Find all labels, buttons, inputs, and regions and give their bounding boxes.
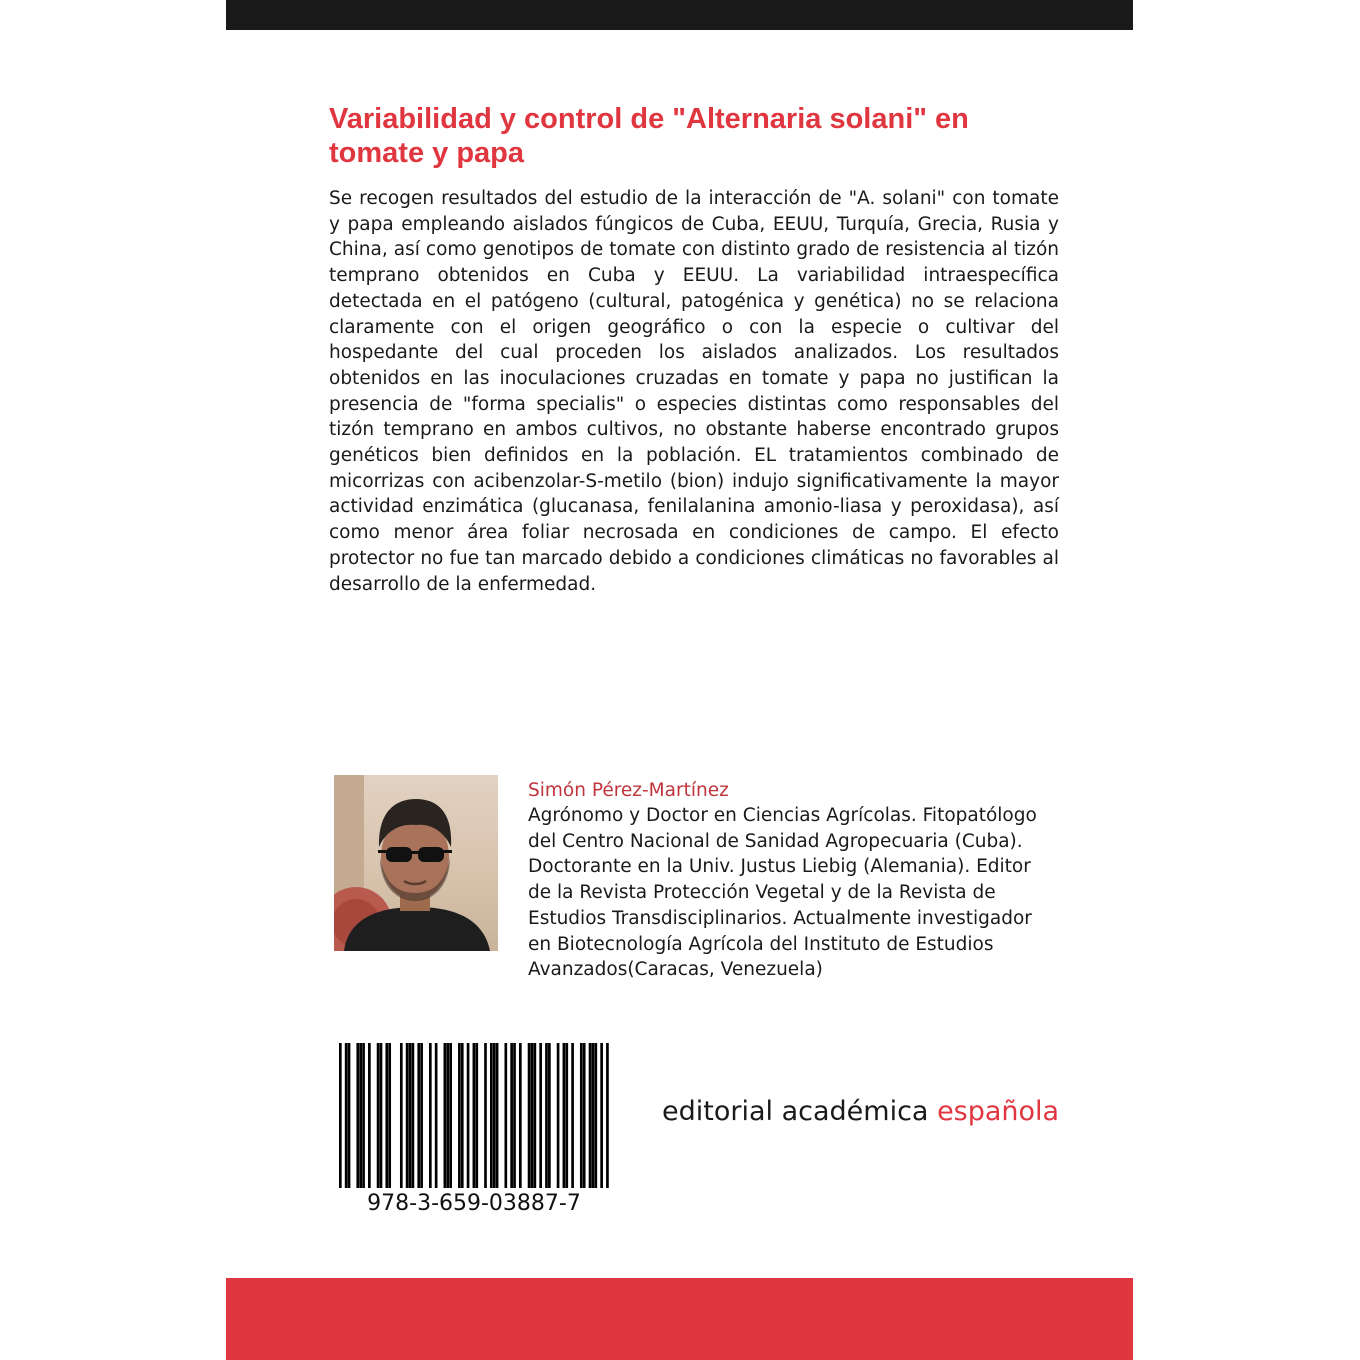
isbn-number: 978-3-659-03887-7	[367, 1191, 581, 1216]
book-back-cover	[226, 0, 1133, 1360]
publisher-name: editorial académica	[662, 1096, 929, 1127]
publisher-logo	[662, 1094, 1059, 1130]
top-band	[226, 0, 1133, 30]
bottom-band	[226, 1278, 1133, 1360]
publisher-name-accent: española	[937, 1096, 1060, 1127]
author-bio: Agrónomo y Doctor en Ciencias Agrícolas. Fitopatólogo del Centro Nacional de Sanidad Agropecuaria (Cuba). Doctorante en la Univ. Justus Liebig (Alemania). Editor de la Revista Protección Vegetal y de la Revista de Estudios Transdisciplinarios. Actualmente investigador en Biotecnología Agrícola del Instituto de Estudios Avanzados(Caracas, Venezuela)	[528, 805, 1037, 981]
book-title: Variabilidad y control de "Alternaria solani" en tomate y papa	[329, 103, 969, 169]
book-abstract: Se recogen resultados del estudio de la interacción de "A. solani" con tomate y papa empleando aislados fúngicos de Cuba, EEUU, Turquía, Grecia, Rusia y China, así como genotipos de tomate con distinto grado de resistencia al tizón temprano obtenidos en Cuba y EEUU. La variabilidad intraespecífica detectada en el patógeno (cultural, patogénica y genética) no se relaciona claramente con el origen geográfico o con la especie o cultivar del hospedante del cual proceden los aislados analizados. Los resultados obtenidos en las inoculaciones cruzadas en tomate y papa no justifican la presencia de "forma specialis" o especies distintas como responsables del tizón temprano en ambos cultivos, no obstante haberse encontrado grupos genéticos bien definidos en la población. EL tratamientos combinado de micorrizas con acibenzolar-S-metilo (bion) indujo significativamente la mayor actividad enzimática (glucanasa, fenilalanina amonio-liasa y peroxidasa), así como menor área foliar necrosada en condiciones de campo. El efecto protector no fue tan marcado debido a condiciones climáticas no favorables al desarrollo de la enfermedad.	[329, 188, 1059, 595]
isbn-barcode	[339, 1043, 609, 1188]
author-name: Simón Pérez-Martínez	[528, 780, 729, 801]
author-photo	[334, 775, 498, 951]
